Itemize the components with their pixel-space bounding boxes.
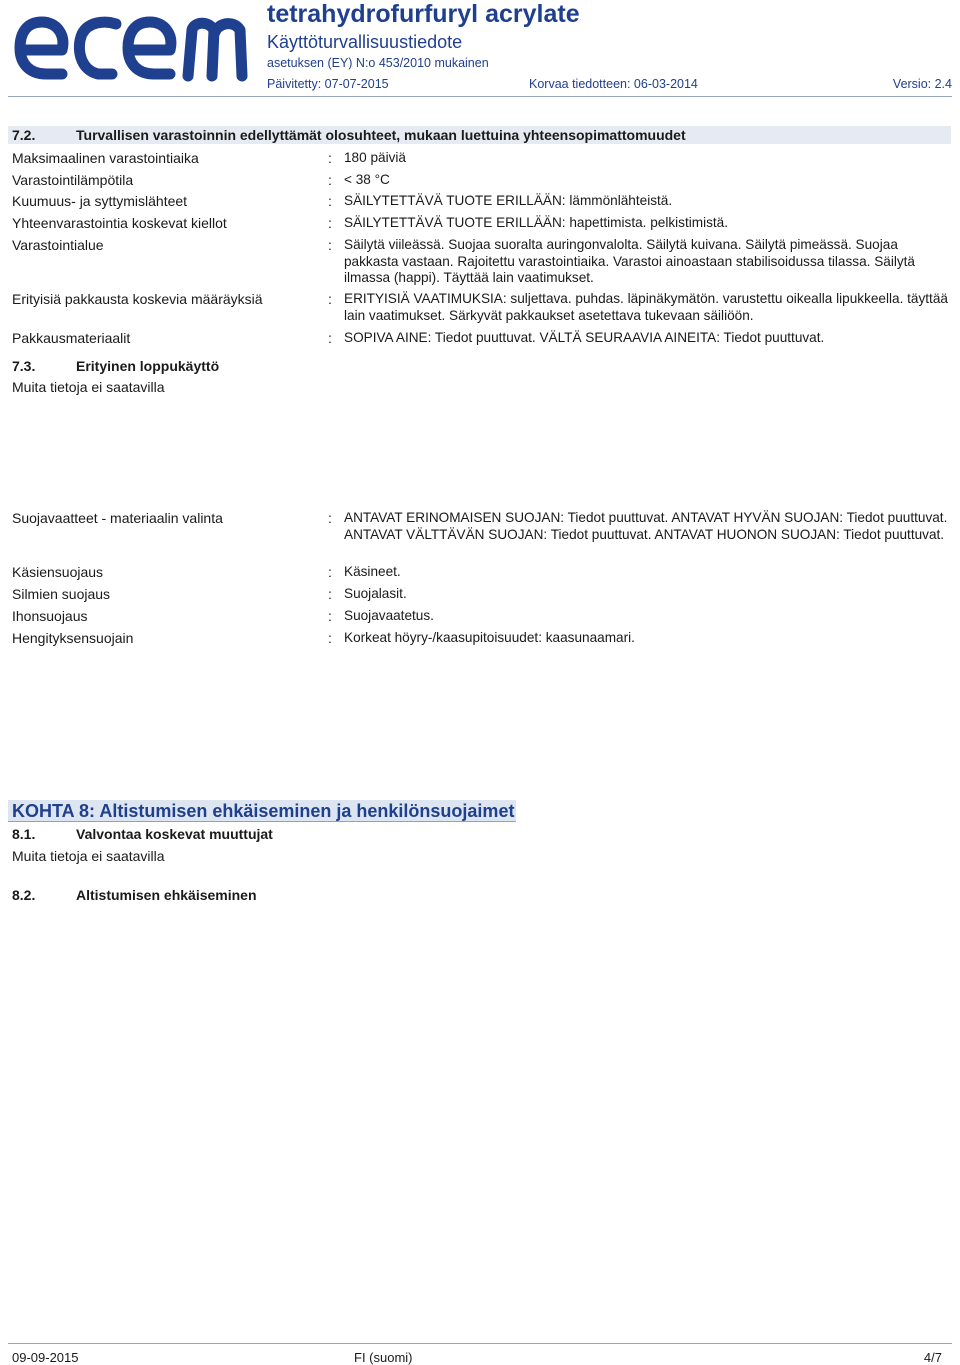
subsection-7-2-heading — [8, 126, 951, 145]
replaces-date: Korvaa tiedotteen: 06-03-2014 — [529, 77, 698, 91]
regulation-reference: asetuksen (EY) N:o 453/2010 mukainen — [267, 56, 489, 70]
row-value: SÄILYTETTÄVÄ TUOTE ERILLÄÄN: hapettimista. pelkistimistä. — [344, 215, 729, 230]
row-label: Pakkausmateriaalit — [12, 330, 131, 346]
row-colon: : — [328, 608, 332, 624]
ecem-logo — [12, 4, 256, 82]
row-colon: : — [328, 215, 332, 231]
subsection-number: 8.2. — [12, 887, 36, 903]
row-colon: : — [328, 291, 332, 307]
row-label: Silmien suojaus — [12, 586, 111, 602]
row-label: Varastointialue — [12, 237, 104, 253]
row-value: SÄILYTETTÄVÄ TUOTE ERILLÄÄN: lämmönlähteistä. — [344, 193, 673, 208]
document-footer — [0, 1340, 960, 1365]
document-type: Käyttöturvallisuustiedote — [267, 32, 463, 52]
subsection-number: 7.3. — [12, 358, 36, 374]
row-label: Erityisiä pakkausta koskevia määräyksiä — [12, 291, 263, 307]
subsection-title: Altistumisen ehkäiseminen — [76, 887, 257, 903]
info-text: Muita tietoja ei saatavilla — [12, 379, 165, 395]
subsection-title: Turvallisen varastoinnin edellyttämät olosuhteet, mukaan luettuina yhteensopimattomuudet — [76, 127, 686, 143]
footer-language: FI (suomi) — [354, 1350, 413, 1365]
subsection-title: Erityinen loppukäyttö — [76, 358, 220, 374]
row-value: 180 päiviä — [344, 150, 406, 165]
row-value: Suojavaatetus. — [344, 608, 434, 623]
row-label: Suojavaatteet - materiaalin valinta — [12, 510, 223, 526]
header-text-block — [267, 0, 952, 71]
subsection-number: 7.2. — [12, 127, 36, 143]
row-label: Varastointilämpötila — [12, 172, 134, 188]
section-8-heading: KOHTA 8: Altistumisen ehkäiseminen ja henkilönsuojaimet — [8, 800, 516, 822]
row-value: SOPIVA AINE: Tiedot puuttuvat. VÄLTÄ SEURAAVIA AINEITA: Tiedot puuttuvat. — [344, 330, 825, 345]
subsection-number: 8.1. — [12, 826, 36, 842]
row-value: ANTAVAT ERINOMAISEN SUOJAN: Tiedot puuttuvat. ANTAVAT HYVÄN SUOJAN: Tiedot puuttuvat. ANTAVAT VÄLTTÄVÄN SUOJAN: Tiedot puuttuvat. ANTAVAT HUONON SUOJAN: Tiedot puuttuvat. — [344, 510, 948, 542]
revision-meta — [267, 77, 952, 93]
row-label: Hengityksensuojain — [12, 630, 134, 646]
row-colon: : — [328, 193, 332, 209]
footer-date: 09-09-2015 — [12, 1350, 79, 1365]
header-divider — [8, 96, 952, 97]
info-text: Muita tietoja ei saatavilla — [12, 848, 165, 864]
row-label: Maksimaalinen varastointiaika — [12, 150, 199, 166]
row-value: Korkeat höyry-/kaasupitoisuudet: kaasunaamari. — [344, 630, 635, 645]
row-colon: : — [328, 237, 332, 253]
subsection-title: Valvontaa koskevat muuttujat — [76, 826, 273, 842]
row-colon: : — [328, 330, 332, 346]
row-label: Yhteenvarastointia koskevat kiellot — [12, 215, 227, 231]
row-colon: : — [328, 564, 332, 580]
row-label: Ihonsuojaus — [12, 608, 88, 624]
row-colon: : — [328, 586, 332, 602]
row-label: Käsiensuojaus — [12, 564, 104, 580]
row-value: Käsineet. — [344, 564, 401, 579]
document-header — [0, 0, 960, 96]
product-name: tetrahydrofurfuryl acrylate — [267, 0, 580, 28]
row-value: ERITYISIÄ VAATIMUKSIA: suljettava. puhdas. läpinäkymätön. varustettu oikealla lipukkeella. täyttää lain vaatimukset. Särkyvät pakkaukset asetettava tukevaan säiliöön. — [344, 291, 948, 323]
row-value: Säilytä viileässä. Suojaa suoralta auringonvalolta. Säilytä kuivana. Säilytä pimeässä. Suojaa pakkasta vastaan. Rajoitettu varastointiaika. Varastoi ainoastaan stabilisoidussa tilassa. Säilytä ilmassa (happi). Täyttää lain vaatimukset. — [344, 237, 915, 286]
version-number: Versio: 2.4 — [892, 77, 952, 91]
row-label: Kuumuus- ja syttymislähteet — [12, 193, 188, 209]
row-colon: : — [328, 630, 332, 646]
row-colon: : — [328, 510, 332, 526]
page-number: 4/7 — [923, 1350, 942, 1365]
row-colon: : — [328, 172, 332, 188]
row-value: Suojalasit. — [344, 586, 407, 601]
row-colon: : — [328, 150, 332, 166]
row-value: < 38 °C — [344, 172, 390, 187]
updated-date: Päivitetty: 07-07-2015 — [267, 77, 389, 91]
